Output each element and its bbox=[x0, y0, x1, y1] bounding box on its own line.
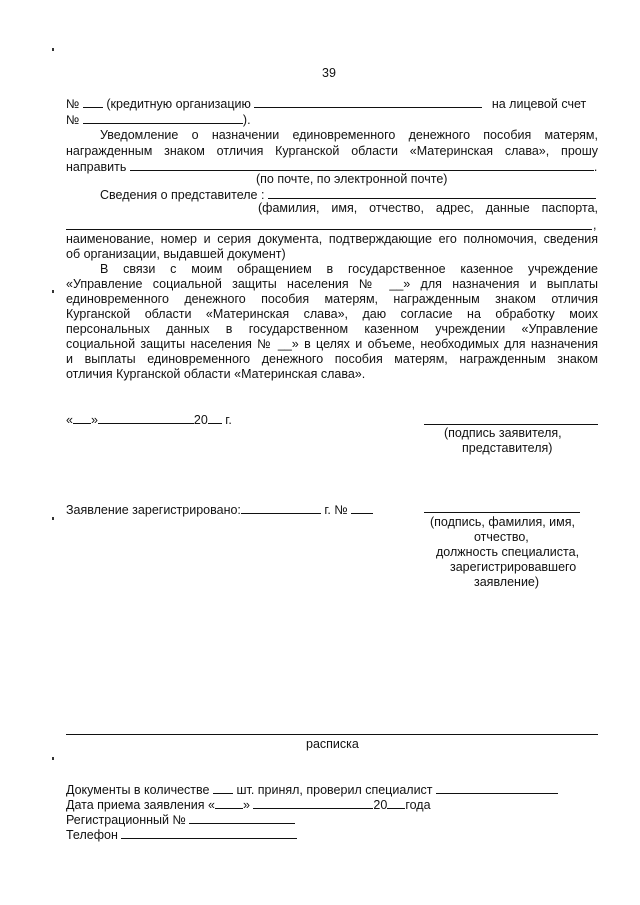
phone-field[interactable] bbox=[121, 827, 297, 839]
doc-line-2: об организации, выдавшей документ) bbox=[66, 247, 286, 261]
specialist-hint-1: (подпись, фамилия, имя, bbox=[430, 515, 575, 529]
rep-extra-line[interactable] bbox=[66, 229, 592, 230]
registration-number-field[interactable] bbox=[351, 502, 373, 514]
specialist-hint-4: зарегистрировавшего bbox=[450, 560, 577, 574]
account-line-1: № (кредитную организацию на лицевой счет bbox=[66, 97, 587, 111]
receipt-day-field[interactable] bbox=[215, 797, 243, 809]
receipt-year-field[interactable] bbox=[387, 797, 405, 809]
credit-org-field[interactable] bbox=[254, 96, 482, 108]
signature-hint-1: (подпись заявителя, bbox=[444, 426, 562, 440]
consent-line-6: социальной защиты населения № __» в целях и объеме, необходимых для назначения bbox=[66, 337, 598, 351]
send-hint: (по почте, по электронной почте) bbox=[256, 172, 448, 186]
account-line-2: № ). bbox=[66, 113, 251, 127]
receipt-month-field[interactable] bbox=[253, 797, 373, 809]
consent-line-3: единовременного денежного пособия матерям, награжденным знаком отличия bbox=[66, 292, 598, 306]
blank-field[interactable] bbox=[83, 96, 103, 108]
receipt-reg-line: Регистрационный № bbox=[66, 812, 295, 828]
rep-hint: (фамилия, имя, отчество, адрес, данные паспорта, bbox=[258, 201, 598, 215]
specialist-hint-2: отчество, bbox=[474, 530, 529, 544]
notice-line-1: Уведомление о назначении единовременного денежного пособия матерям, bbox=[100, 128, 598, 142]
consent-line-5: персональных данных в государственном казенном учреждении «Управление bbox=[66, 322, 598, 336]
reg-number-field[interactable] bbox=[189, 812, 295, 824]
receipt-phone-line: Телефон bbox=[66, 827, 297, 843]
signature-hint-2: представителя) bbox=[462, 441, 553, 455]
scan-mark bbox=[52, 290, 54, 293]
notice-line-2: награжденным знаком отличия Курганской области «Материнская слава», прошу bbox=[66, 144, 598, 158]
account-number-field[interactable] bbox=[83, 112, 243, 124]
scan-mark bbox=[52, 757, 54, 760]
day-field[interactable] bbox=[73, 412, 91, 424]
docs-count-field[interactable] bbox=[213, 782, 233, 794]
signature-line[interactable] bbox=[424, 424, 598, 425]
consent-line-4: Курганской области «Материнская слава», даю согласие на обработку моих bbox=[66, 307, 598, 321]
scan-mark bbox=[52, 48, 54, 51]
page-number: 39 bbox=[322, 66, 336, 80]
registered-line: Заявление зарегистрировано: г. № bbox=[66, 502, 373, 518]
consent-line-2: «Управление социальной защиты населения № __» для назначения и выплаты bbox=[66, 277, 598, 291]
receipt-cut-line bbox=[66, 734, 598, 735]
specialist-field[interactable] bbox=[436, 782, 558, 794]
year-field[interactable] bbox=[208, 412, 222, 424]
specialist-signature-line[interactable] bbox=[424, 512, 580, 513]
send-line: направить . bbox=[66, 160, 598, 174]
specialist-hint-3: должность специалиста, bbox=[436, 545, 580, 559]
send-method-field[interactable] bbox=[130, 159, 594, 171]
specialist-hint-5: заявление) bbox=[474, 575, 540, 589]
consent-line-1: В связи с моим обращением в государственное казенное учреждение bbox=[100, 262, 598, 276]
scan-mark bbox=[52, 517, 54, 520]
receipt-title: расписка bbox=[306, 737, 359, 751]
receipt-date-line: Дата приема заявления « » 20 года bbox=[66, 798, 431, 812]
month-field[interactable] bbox=[98, 412, 194, 424]
consent-line-7: и выплаты единовременного денежного пособия матерям, награжденным знаком bbox=[66, 352, 598, 366]
rep-line: Сведения о представителе : bbox=[100, 187, 596, 203]
date-line: « » 20 г. bbox=[66, 413, 232, 427]
receipt-docs-line: Документы в количестве шт. принял, проверил специалист bbox=[66, 782, 558, 798]
rep-comma: , bbox=[593, 218, 597, 232]
consent-line-8: отличия Курганской области «Материнская слава». bbox=[66, 367, 366, 381]
registration-date-field[interactable] bbox=[241, 502, 321, 514]
rep-field[interactable] bbox=[268, 187, 596, 199]
doc-line-1: наименование, номер и серия документа, подтверждающие его полномочия, сведения bbox=[66, 232, 598, 246]
